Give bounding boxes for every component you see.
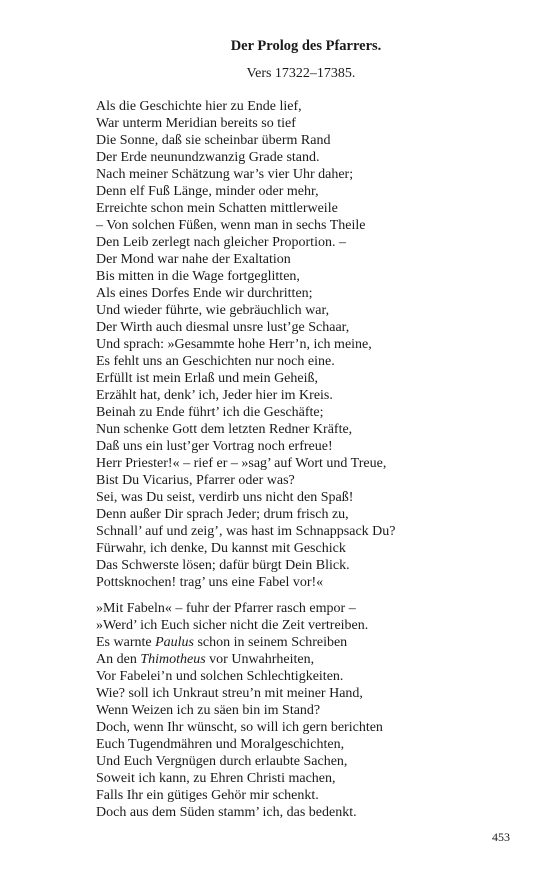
verse-line: Soweit ich kann, zu Ehren Christi machen, <box>96 771 336 786</box>
verse-line <box>96 634 536 651</box>
verse-line: Daß uns ein lust’ger Vortrag noch erfreue! <box>96 439 333 454</box>
verse-line: Falls Ihr ein gütiges Gehör mir schenkt. <box>96 788 319 803</box>
verse-line-text: schon in seinem Schreiben <box>193 635 348 650</box>
verse-line-emphasis: Thimotheus <box>140 652 206 667</box>
verse-line: Bist Du Vicarius, Pfarrer oder was? <box>96 473 295 488</box>
verse-line: Erfüllt ist mein Erlaß und mein Geheiß, <box>96 371 319 386</box>
stanza-2 <box>96 600 536 821</box>
verse-line-text: An den <box>96 652 141 667</box>
verse-line: Bis mitten in die Wage fortgeglitten, <box>96 269 300 284</box>
verse-line: War unterm Meridian bereits so tief <box>96 116 296 131</box>
verse-line: Erreichte schon mein Schatten mittlerweile <box>96 201 338 216</box>
verse-line: Beinah zu Ende führt’ ich die Geschäfte; <box>96 405 324 420</box>
verse-line-text: vor Unwahrheiten, <box>205 652 315 667</box>
verse-range: Vers 17322–17385. <box>246 66 356 81</box>
verse-line: Den Leib zerlegt nach gleicher Proportion. – <box>96 235 346 250</box>
verse-line: Erzählt hat, denk’ ich, Jeder hier im Kreis. <box>96 388 333 403</box>
verse-line: Der Wirth auch diesmal unsre lust’ge Schaar, <box>96 320 350 335</box>
verse-line-text: Es warnte <box>96 635 156 650</box>
verse-line: Schnall’ auf und zeig’, was hast im Schnappsack Du? <box>96 524 396 539</box>
verse-line: – Von solchen Füßen, wenn man in sechs Theile <box>96 218 366 233</box>
verse-line: Pottsknochen! trag’ uns eine Fabel vor!« <box>96 575 324 590</box>
verse-line: Das Schwerste lösen; dafür bürgt Dein Blick. <box>96 558 350 573</box>
verse-line: Und sprach: »Gesammte hohe Herr’n, ich meine, <box>96 337 372 352</box>
verse-line: Und wieder führte, wie gebräuchlich war, <box>96 303 330 318</box>
verse-line: Doch, wenn Ihr wünscht, so will ich gern berichten <box>96 720 383 735</box>
verse-line: Denn elf Fuß Länge, minder oder mehr, <box>96 184 319 199</box>
verse-line: Als eines Dorfes Ende wir durchritten; <box>96 286 313 301</box>
verse-line <box>96 651 536 668</box>
verse-line: Nun schenke Gott dem letzten Redner Kräfte, <box>96 422 353 437</box>
verse-line: Sei, was Du seist, verdirb uns nicht den Spaß! <box>96 490 354 505</box>
verse-line: Wie? soll ich Unkraut streu’n mit meiner Hand, <box>96 686 363 701</box>
verse-line: Herr Priester!« – rief er – »sag’ auf Wort und Treue, <box>96 456 387 471</box>
verse-line: Und Euch Vergnügen durch erlaubte Sachen, <box>96 754 348 769</box>
verse-line: Denn außer Dir sprach Jeder; drum frisch zu, <box>96 507 349 522</box>
verse-line: Es fehlt uns an Geschichten nur noch eine. <box>96 354 335 369</box>
verse-line: Euch Tugendmähren und Moralgeschichten, <box>96 737 345 752</box>
verse-line: Fürwahr, ich denke, Du kannst mit Geschick <box>96 541 346 556</box>
verse-line-emphasis: Paulus <box>155 635 194 650</box>
page-number: 453 <box>492 830 510 844</box>
verse-line: Die Sonne, daß sie scheinbar überm Rand <box>96 133 331 148</box>
verse-line: Als die Geschichte hier zu Ende lief, <box>96 99 302 114</box>
verse-line: »Werd’ ich Euch sicher nicht die Zeit vertreiben. <box>96 618 369 633</box>
verse-line: Der Erde neunundzwanzig Grade stand. <box>96 150 320 165</box>
verse-line: Der Mond war nahe der Exaltation <box>96 252 291 267</box>
verse-line: Vor Fabelei’n und solchen Schlechtigkeiten. <box>96 669 344 684</box>
verse-line: Wenn Weizen ich zu säen bin im Stand? <box>96 703 321 718</box>
stanza-1 <box>96 98 536 591</box>
verse-line: Doch aus dem Süden stamm’ ich, das bedenkt. <box>96 805 357 820</box>
verse-line: Nach meiner Schätzung war’s vier Uhr daher; <box>96 167 354 182</box>
verse-line: »Mit Fabeln« – fuhr der Pfarrer rasch empor – <box>96 601 356 616</box>
page-title: Der Prolog des Pfarrers. <box>230 38 382 54</box>
